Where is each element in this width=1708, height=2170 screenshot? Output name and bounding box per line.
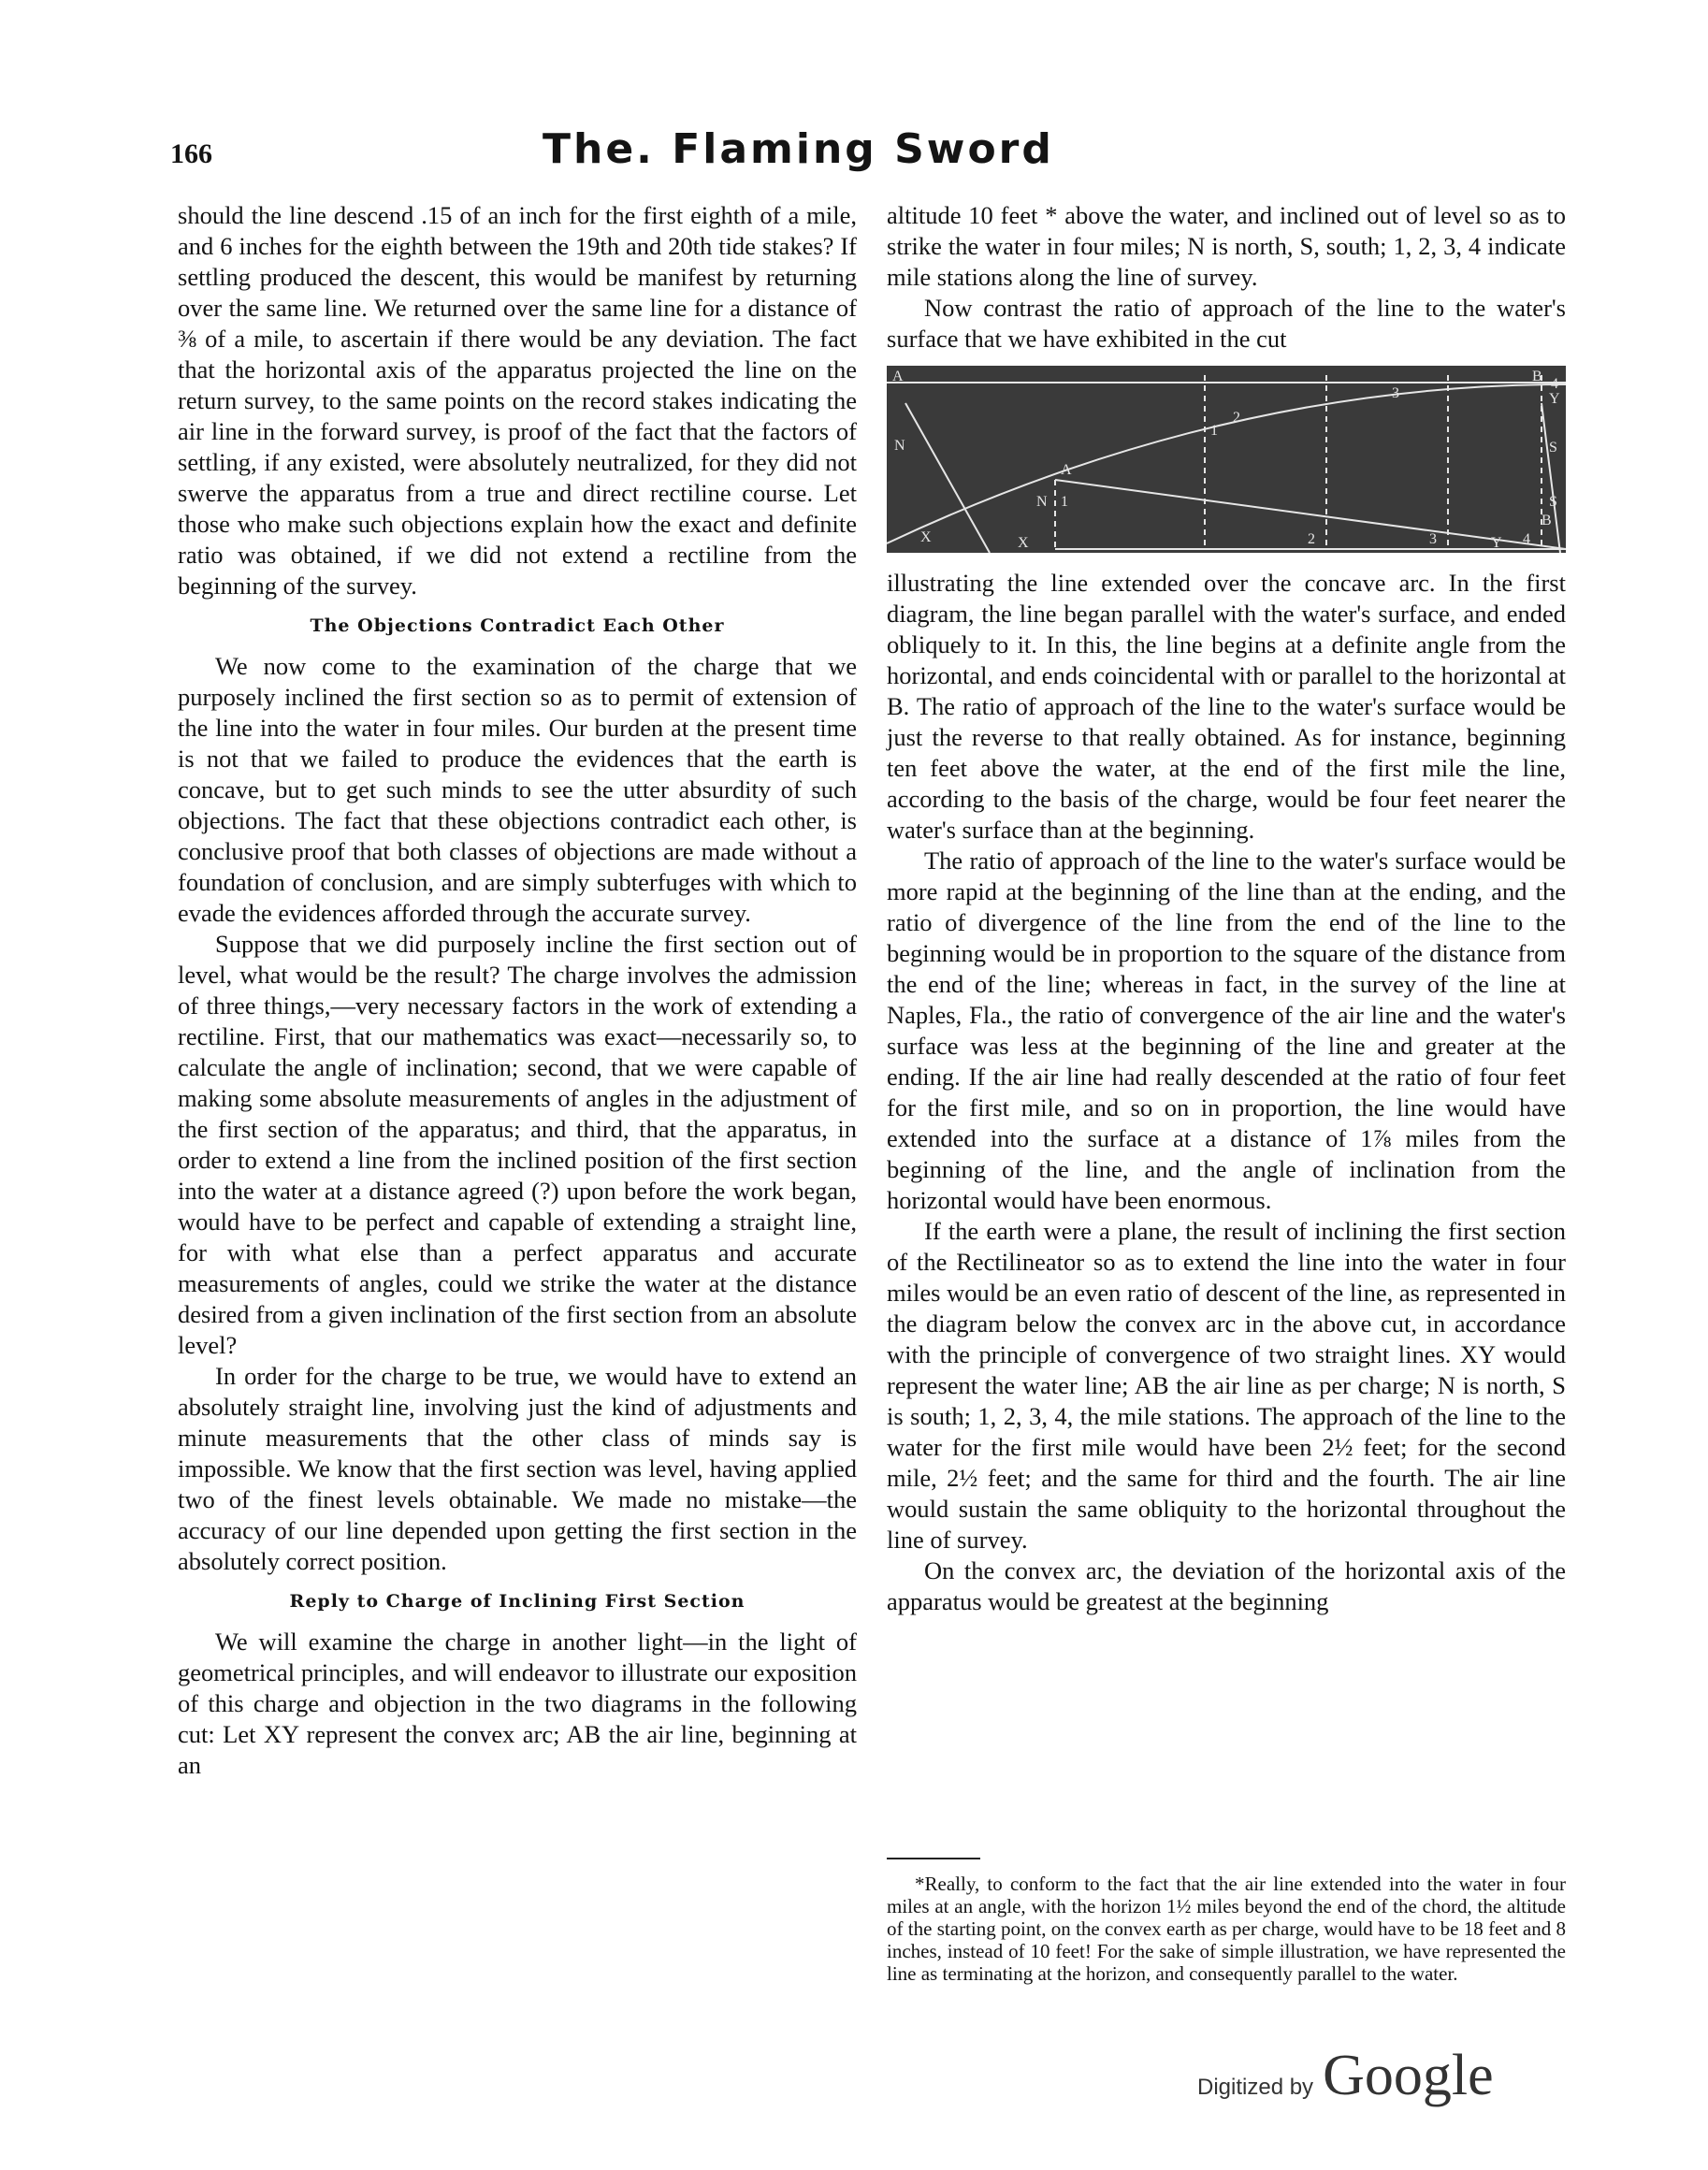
running-title: The. Flaming Sword xyxy=(543,125,1054,173)
diagram-label: X xyxy=(920,529,932,545)
right-paragraph-4: The ratio of approach of the line to the water's surface would be more rapid at the beginning of the line than at the ending, and the ratio of divergence of the line from the end of the line to the beginning would be in proportion to the square of the distance from the end of the line; whereas in fact, in the survey of the line at Naples, Fla., the ratio of convergence of the air line and the water's surface was less at the beginning of the line and greater at the ending. If the air line had really descended at the ratio of four feet for the first mile, and so on in proportion, the line would have extended into the surface at a distance of 1⅞ miles from the beginning of the line, and the angle of inclination from the horizontal would have been enormous. xyxy=(887,846,1566,1214)
diagram-label: 2 xyxy=(1308,531,1315,547)
diagram-label: Y xyxy=(1491,535,1502,551)
diagram-label: 3 xyxy=(1392,385,1399,401)
left-column xyxy=(178,200,857,1781)
left-paragraph-5: We will examine the charge in another light—in the light of geometrical principles, and will endeavor to illustrate our exposition of this charge and objection in the two diagrams in the following cut: Let XY represent the convex arc; AB the air line, beginning at an xyxy=(178,1628,857,1779)
diagram-label: 3 xyxy=(1429,531,1437,547)
left-paragraph-3: Suppose that we did purposely incline the first section out of level, what would be the result? The charge involves the admission of three things,—very necessary factors in the work of extending a rectiline. First, that our mathematics was exact—necessarily so, to calculate the angle of inclination; second, that we were capable of making some absolute measurements of angles in the adjustment of the first section of the apparatus; and third, that the apparatus, in order to extend a line from the inclined position of the first section into the water at a distance agreed (?) upon before the work began, would have to be perfect and capable of extending a straight line, for with what else than a perfect apparatus and accurate measurements of angles, could we strike the water at the distance desired from a given inclination of the first section from an absolute level? xyxy=(178,930,857,1359)
footnote-text: *Really, to conform to the fact that the air line extended into the water in four miles at an angle, with the horizon 1½ miles beyond the end of the chord, the altitude of the starting point, on the convex earth as per charge, would have to be 18 feet and 8 inches, instead of 10 feet! For the sake of simple illustration, we have represented the line as terminating at the horizon, and consequently parallel to the water. xyxy=(887,1873,1566,1985)
diagram-label: A xyxy=(1061,462,1072,478)
diagram-background xyxy=(887,366,1566,553)
footnote xyxy=(887,1873,1566,1985)
stamp-prefix: Digitized by xyxy=(1197,2075,1314,2100)
right-paragraph-1: altitude 10 feet * above the water, and inclined out of level so as to strike the water in four miles; N is north, S, south; 1, 2, 3, 4 indicate mile stations along the line of survey. xyxy=(887,201,1566,291)
right-column xyxy=(887,200,1566,1617)
diagram-label: Y xyxy=(1549,391,1560,407)
diagram-label: B xyxy=(1532,369,1542,384)
diagram-label: N xyxy=(1036,494,1048,510)
digitized-by-google-stamp xyxy=(1197,2043,1494,2109)
diagram-label: 1 xyxy=(1210,423,1218,439)
section-heading-reply: Reply to Charge of Inclining First Section xyxy=(289,1591,745,1612)
section-heading-objections: The Objections Contradict Each Other xyxy=(310,615,725,636)
diagram-label: 4 xyxy=(1523,531,1530,547)
right-paragraph-3: illustrating the line extended over the concave arc. In the first diagram, the line began parallel with the water's surface, and ended obliquely to it. In this, the line begins at a definite angle from the horizontal, and ends coincidental with or parallel to the horizontal at B. The ratio of approach of the line to the water's surface would be just the reverse to that really obtained. As for instance, beginning ten feet above the water, at the end of the first mile the line, according to the basis of the charge, would be four feet nearer the water's surface than at the beginning. xyxy=(887,569,1566,844)
diagram-label: N xyxy=(894,438,905,454)
diagram-label: 2 xyxy=(1233,410,1240,426)
right-paragraph-6: On the convex arc, the deviation of the horizontal axis of the apparatus would be greatest at the beginning xyxy=(887,1556,1566,1615)
diagram-label: B xyxy=(1542,513,1552,528)
diagram-label: A xyxy=(892,369,904,384)
left-paragraph-2: We now come to the examination of the charge that we purposely inclined the first section so as to permit of extension of the line into the water in four miles. Our burden at the present time is not that we failed to produce the evidences that the earth is concave, but to get such minds to see the utter absurdity of such objections. The fact that these objections contradict each other, is conclusive proof that both classes of objections are made without a foundation of conclusion, and are simply subterfuges with which to evade the evidences afforded through the accurate survey. xyxy=(178,652,857,927)
page-number: 166 xyxy=(170,138,212,169)
diagram-label: X xyxy=(1018,535,1029,551)
convex-arc-diagram xyxy=(887,366,1566,553)
left-paragraph-1: should the line descend .15 of an inch for the first eighth of a mile, and 6 inches for the eighth between the 19th and 20th tide stakes? If settling produced the descent, this would be manifest by returning over the same line. We returned over the same line for a distance of ⅜ of a mile, to ascertain if there would be any deviation. The fact that the horizontal axis of the apparatus projected the line on the return survey, to the same points on the record stakes indicating the air line in the forward survey, is proof of the fact that the factors of settling, if any existed, were absolutely neutralized, for they did not swerve the apparatus from a true and direct rectiline course. Let those who make such objections explain how the exact and definite ratio was obtained, if we did not extend a rectiline from the beginning of the survey. xyxy=(178,201,857,600)
right-paragraph-5: If the earth were a plane, the result of inclining the first section of the Rectilineator so as to extend the line into the water in four miles would be an even ratio of descent of the line, as represented in the diagram below the convex arc in the above cut, in accordance with the principle of convergence of two straight lines. XY would represent the water line; AB the air line as per charge; N is north, S is south; 1, 2, 3, 4, the mile stations. The approach of the line to the water for the first mile would have been 2½ feet; for the second mile, 2½ feet; and the same for third and the fourth. The air line would sustain the same obliquity to the horizontal throughout the line of survey. xyxy=(887,1217,1566,1554)
google-logo: Google xyxy=(1323,2044,1494,2107)
diagram-label: 4 xyxy=(1551,376,1558,392)
diagram-label: 1 xyxy=(1061,494,1068,510)
left-paragraph-4: In order for the charge to be true, we would have to extend an absolutely straight line, involving just the kind of adjustments and minute measurements that the other class of minds say is impossible. We know that the first section was level, having applied two of the finest levels obtainable. We made no mistake—the accuracy of our line depended upon getting the first section in the absolutely correct position. xyxy=(178,1362,857,1575)
diagram-label: S xyxy=(1549,494,1557,510)
diagram-label: S xyxy=(1549,440,1557,456)
right-paragraph-2: Now contrast the ratio of approach of the line to the water's surface that we have exhibited in the cut xyxy=(887,294,1566,353)
footnote-rule xyxy=(887,1858,980,1859)
